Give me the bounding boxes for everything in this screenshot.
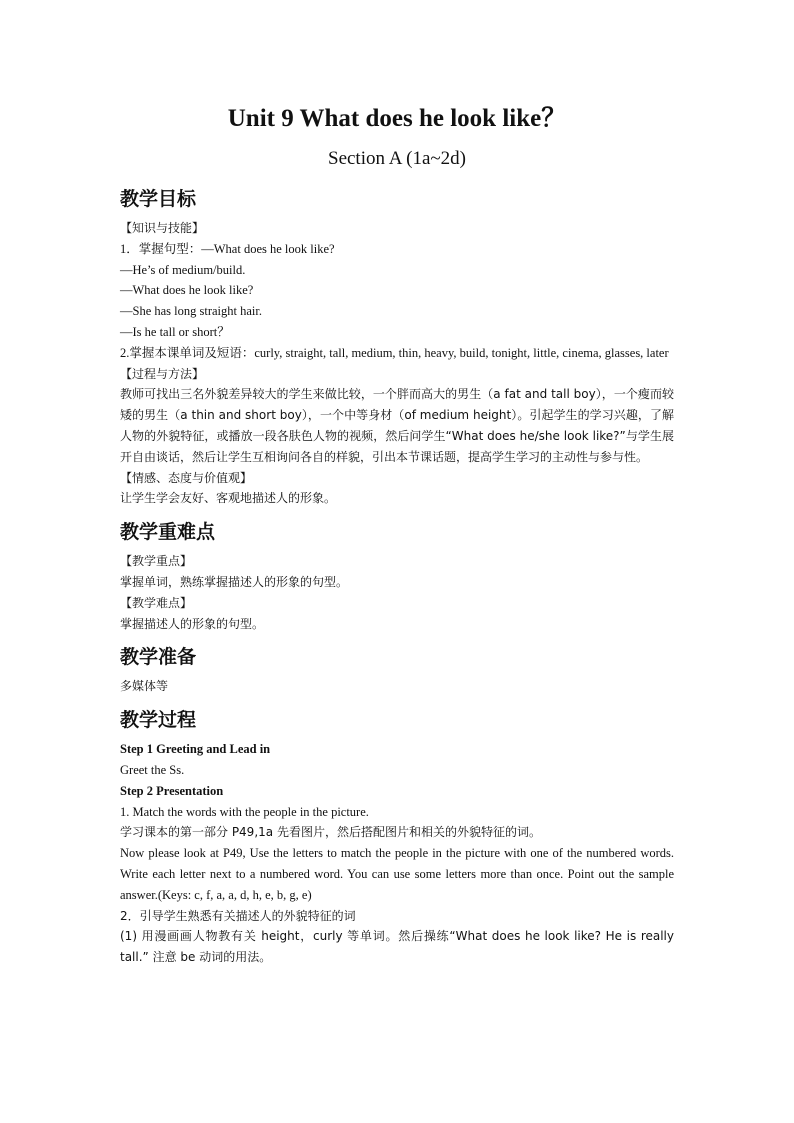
objective-line: 1．掌握句型：—What does he look like? [120,241,335,256]
document-body [120,102,674,968]
document-title: Unit 9 What does he look like？ [227,105,567,132]
process-heading: 教学过程 [120,709,197,732]
step2-item: 1. Match the words with the people in the picture. [120,804,369,819]
objectives-heading: 教学目标 [120,188,197,210]
emotion-paragraph: 让学生学会友好、客观地描述人的形象。 [120,491,337,506]
step2-item-en: Now please look at P49, Use the letters to match the people in the picture with one of the numbered words. Write each letter next to a numbered word. You can use some letters more than once. Point out the sample answer.(Keys: c, f, a, a, d, h, e, b, g, e) [120,846,674,902]
difficulty-text: 掌握描述人的形象的句型。 [120,616,265,631]
objective-line: —Is he tall or short？ [120,324,230,339]
step1-text: Greet the Ss. [120,762,185,777]
difficulty-label: 【教学难点】 [120,595,193,610]
emotion-label: 【情感、态度与价值观】 [120,470,253,485]
objective-line: —What does he look like? [120,283,254,298]
keypoints-heading: 教学重难点 [120,521,216,544]
prep-text: 多媒体等 [120,679,169,694]
process-paragraph: 教师可找出三名外貌差异较大的学生来做比较，一个胖而高大的男生（a fat and tall boy），一个瘦而较矮的男生（a thin and short boy），一个中等身材（of medium height）。引起学生的学习兴趣，了解人物的外貌特征，或播放一段各肤色人物的视频，然后问学生“What does he/she look like?”与学生展开自由谈话，然后让学生互相询问各自的样貌，引出本节课话题，提高学生学习的主动性与参与性。 [120,387,674,464]
step2-item-cn: 学习课本的第一部分 P49,1a 先看图片，然后搭配图片和相关的外貌特征的词。 [120,825,541,840]
process-label: 【过程与方法】 [120,366,205,381]
step2-subitem: (1) 用漫画画人物教有关 height，curly 等单词。然后操练“What does he look like? He is really tall.” 注意 be 动词的用法。 [120,929,674,965]
prep-heading: 教学准备 [120,646,197,669]
step1-title: Step 1 Greeting and Lead in [120,742,271,757]
knowledge-label: 【知识与技能】 [120,221,205,235]
step2-item: 2．引导学生熟悉有关描述人的外貌特征的词 [120,908,356,923]
document-subtitle: Section A (1a~2d) [328,148,466,169]
vocabulary-line: 2.掌握本课单词及短语：curly, straight, tall, medium, thin, heavy, build, tonight, little, cinema, glasses, later [120,345,669,360]
step2-title: Step 2 Presentation [120,783,224,798]
focus-text: 掌握单词，熟练掌握描述人的形象的句型。 [120,574,349,589]
focus-label: 【教学重点】 [120,554,193,569]
objective-line: —He’s of medium/build. [120,262,246,277]
objective-line: —She has long straight hair. [120,304,262,319]
